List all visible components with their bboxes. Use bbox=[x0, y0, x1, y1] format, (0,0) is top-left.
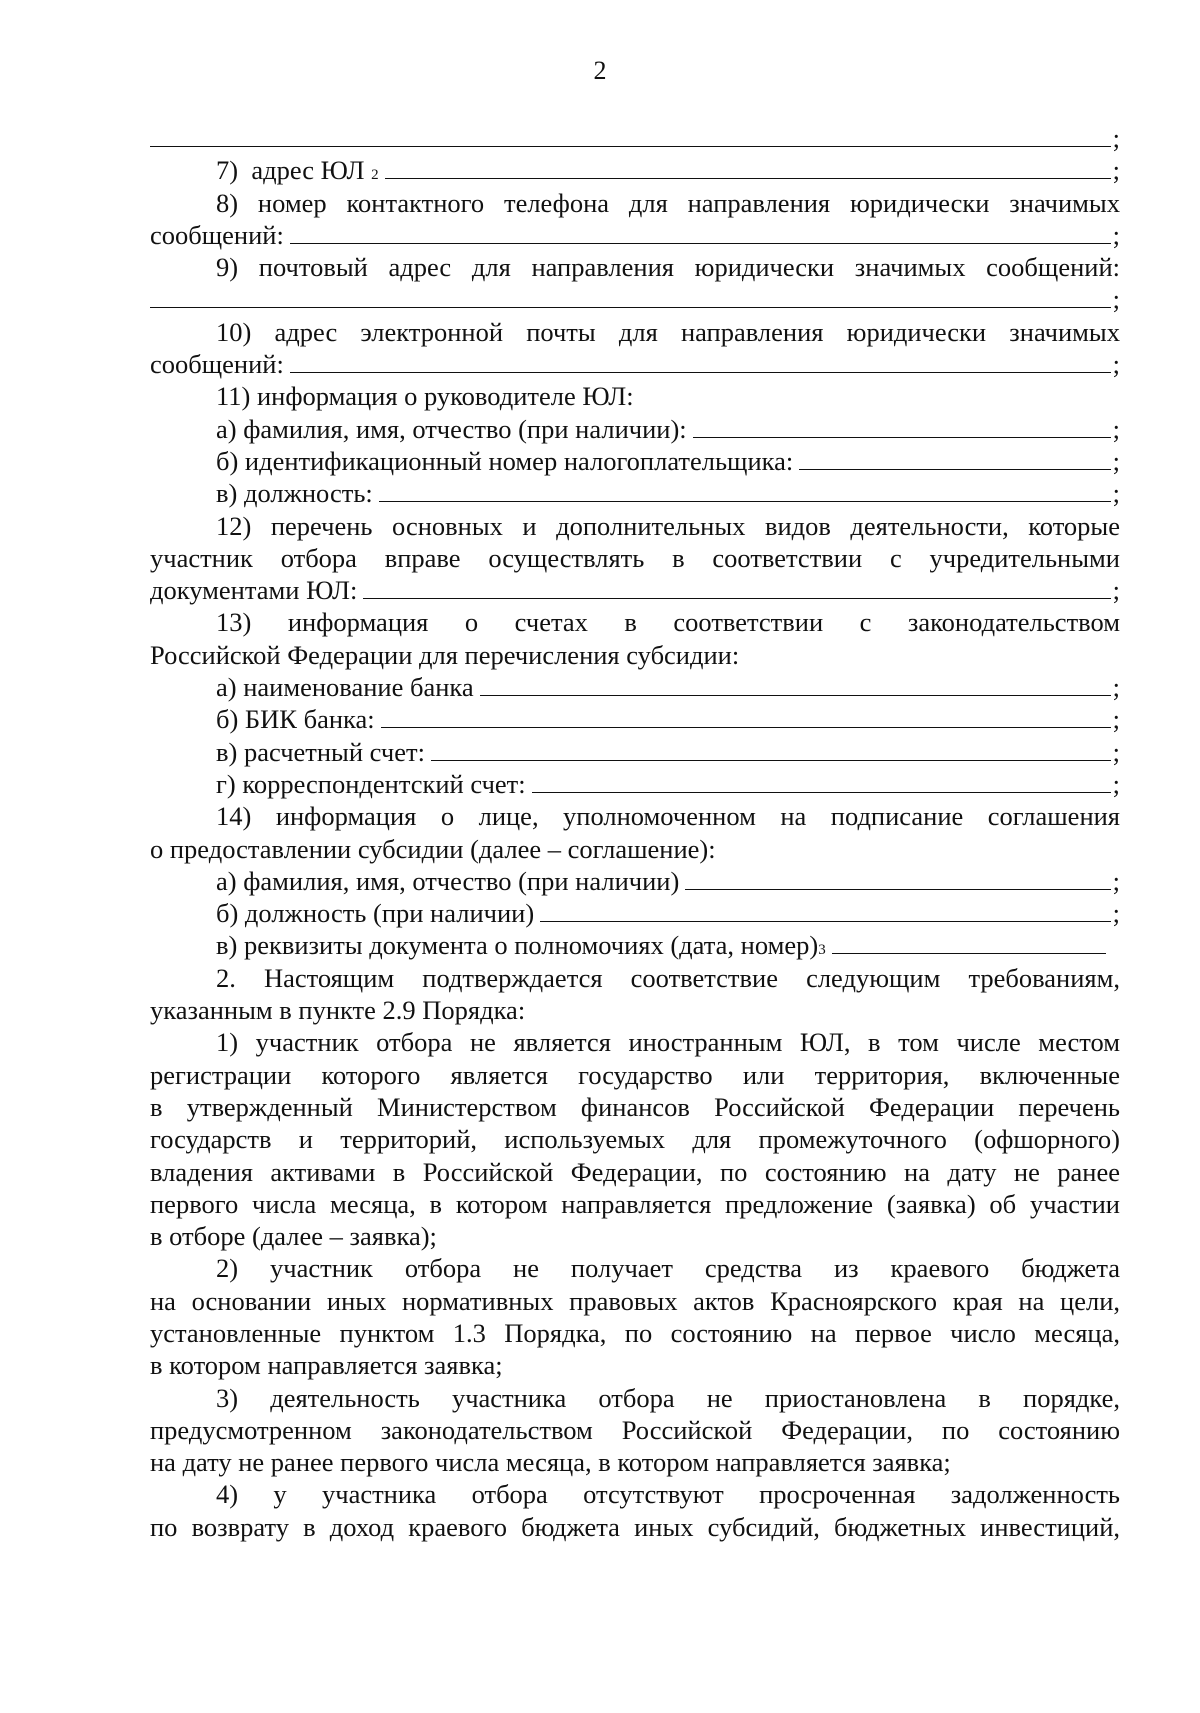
form-field-line bbox=[150, 736, 1120, 768]
text-line: установленные пунктом 1.3 Порядка, по состоянию на первое число месяца, bbox=[150, 1317, 1120, 1348]
text-line: в котором направляется заявка; bbox=[150, 1350, 503, 1381]
field-label: документами ЮЛ: bbox=[150, 575, 358, 606]
field-label: сообщений: bbox=[150, 349, 284, 380]
fill-in-blank[interactable] bbox=[685, 867, 1110, 890]
text-line: указанным в пункте 2.9 Порядка: bbox=[150, 995, 526, 1026]
form-field-line bbox=[150, 703, 1120, 735]
line-end-mark: ; bbox=[1112, 768, 1120, 799]
line-end-mark: ; bbox=[1112, 349, 1120, 380]
field-label: в) должность: bbox=[216, 478, 373, 509]
line-end-mark: ; bbox=[1112, 865, 1120, 896]
field-label: в) расчетный счет: bbox=[216, 736, 425, 767]
field-label: б) должность (при наличии) bbox=[216, 898, 535, 929]
fill-in-blank[interactable] bbox=[532, 770, 1111, 793]
fill-in-blank[interactable] bbox=[363, 576, 1110, 599]
text-line: по возврату в доход краевого бюджета иных субсидий, бюджетных инвестиций, bbox=[150, 1511, 1120, 1542]
line-end-mark: ; bbox=[1112, 219, 1120, 250]
field-label: а) наименование банка bbox=[216, 672, 474, 703]
line-end-mark: ; bbox=[1112, 413, 1120, 444]
text-line: 8) номер контактного телефона для направления юридически значимых bbox=[216, 187, 1120, 218]
form-field-line bbox=[150, 348, 1120, 380]
text-line: в утвержденный Министерством финансов Российской Федерации перечень bbox=[150, 1091, 1120, 1122]
line-end-mark: ; bbox=[1112, 672, 1120, 703]
line-end-mark: ; bbox=[1112, 445, 1120, 476]
field-label: 7) адрес ЮЛ bbox=[216, 155, 372, 186]
line-end-mark: ; bbox=[1112, 284, 1120, 315]
text-line: 2) участник отбора не получает средства из краевого бюджета bbox=[216, 1253, 1120, 1284]
line-end-mark: ; bbox=[1112, 155, 1120, 186]
fill-in-blank[interactable] bbox=[381, 705, 1111, 728]
text-line: 14) информация о лице, уполномоченном на подписание соглашения bbox=[216, 801, 1120, 832]
fill-in-blank[interactable] bbox=[693, 415, 1111, 438]
text-line: первого числа месяца, в котором направляется предложение (заявка) об участии bbox=[150, 1188, 1120, 1219]
form-field-line bbox=[150, 477, 1120, 509]
field-label: в) реквизиты документа о полномочиях (дата, номер) bbox=[216, 930, 819, 961]
field-label: а) фамилия, имя, отчество (при наличии) bbox=[216, 865, 680, 896]
fill-in-blank[interactable] bbox=[832, 931, 1106, 954]
field-label: г) корреспондентский счет: bbox=[216, 768, 526, 799]
line-end-mark: ; bbox=[1112, 478, 1120, 509]
fill-in-blank[interactable] bbox=[799, 447, 1110, 470]
field-label: а) фамилия, имя, отчество (при наличии): bbox=[216, 413, 687, 444]
text-line: Российской Федерации для перечисления субсидии: bbox=[150, 639, 740, 670]
text-line: 10) адрес электронной почты для направления юридически значимых bbox=[216, 316, 1120, 347]
line-end-mark: ; bbox=[1112, 704, 1120, 735]
text-line: 13) информация о счетах в соответствии с законодательством bbox=[216, 607, 1120, 638]
text-line: участник отбора вправе осуществлять в соответствии с учредительными bbox=[150, 542, 1120, 573]
text-line: на дату не ранее первого числа месяца, в котором направляется заявка; bbox=[150, 1447, 951, 1478]
line-end-mark: ; bbox=[1112, 898, 1120, 929]
text-line: в отборе (далее – заявка); bbox=[150, 1221, 437, 1252]
form-field-line bbox=[150, 122, 1120, 154]
text-line: предусмотренном законодательством Российской Федерации, по состоянию bbox=[150, 1414, 1120, 1445]
text-line: 3) деятельность участника отбора не приостановлена в порядке, bbox=[216, 1382, 1120, 1413]
line-end-mark: ; bbox=[1112, 736, 1120, 767]
text-line: регистрации которого является государство или территория, включенные bbox=[150, 1059, 1120, 1090]
text-line: 11) информация о руководителе ЮЛ: bbox=[216, 381, 634, 412]
text-line: 1) участник отбора не является иностранным ЮЛ, в том числе местом bbox=[216, 1027, 1120, 1058]
text-line: государств и территорий, используемых для промежуточного (офшорного) bbox=[150, 1124, 1120, 1155]
form-field-line bbox=[150, 865, 1120, 897]
line-end-mark: ; bbox=[1112, 123, 1120, 153]
fill-in-blank[interactable] bbox=[150, 285, 1111, 308]
fill-in-blank[interactable] bbox=[480, 673, 1111, 696]
fill-in-blank[interactable] bbox=[290, 221, 1111, 244]
document-body bbox=[150, 122, 1120, 1543]
fill-in-blank[interactable] bbox=[290, 350, 1111, 373]
text-line: на основании иных нормативных правовых актов Красноярского края на цели, bbox=[150, 1285, 1120, 1316]
text-line: 2. Настоящим подтверждается соответствие следующим требованиям, bbox=[216, 962, 1120, 993]
page-number: 2 bbox=[593, 56, 607, 85]
field-label: б) идентификационный номер налогоплательщика: bbox=[216, 445, 794, 476]
text-line: 4) у участника отбора отсутствуют просроченная задолженность bbox=[216, 1479, 1120, 1510]
text-line: о предоставлении субсидии (далее – соглашение): bbox=[150, 833, 716, 864]
form-field-line bbox=[150, 768, 1120, 800]
fill-in-blank[interactable] bbox=[540, 899, 1110, 922]
form-field-line bbox=[150, 574, 1120, 606]
text-line: 9) почтовый адрес для направления юридически значимых сообщений: bbox=[216, 252, 1120, 283]
form-field-line bbox=[150, 671, 1120, 703]
form-field-line bbox=[150, 283, 1120, 315]
text-line: владения активами в Российской Федерации, по состоянию на дату не ранее bbox=[150, 1156, 1120, 1187]
fill-in-blank[interactable] bbox=[150, 124, 1111, 147]
form-field-line bbox=[150, 897, 1120, 929]
line-end-mark: ; bbox=[1112, 575, 1120, 606]
form-field-line bbox=[150, 413, 1120, 445]
fill-in-blank[interactable] bbox=[385, 156, 1111, 179]
form-field-line: в) реквизиты документа о полномочиях (дата, номер) 3 bbox=[150, 929, 1120, 961]
form-field-line bbox=[150, 445, 1120, 477]
text-line: 12) перечень основных и дополнительных видов деятельности, которые bbox=[216, 510, 1120, 541]
fill-in-blank[interactable] bbox=[431, 738, 1111, 761]
field-label: б) БИК банка: bbox=[216, 704, 375, 735]
fill-in-blank[interactable] bbox=[379, 479, 1111, 502]
form-field-line bbox=[150, 219, 1120, 251]
form-field-line: 7) адрес ЮЛ 2 ; bbox=[216, 155, 1120, 186]
field-label: сообщений: bbox=[150, 219, 284, 250]
